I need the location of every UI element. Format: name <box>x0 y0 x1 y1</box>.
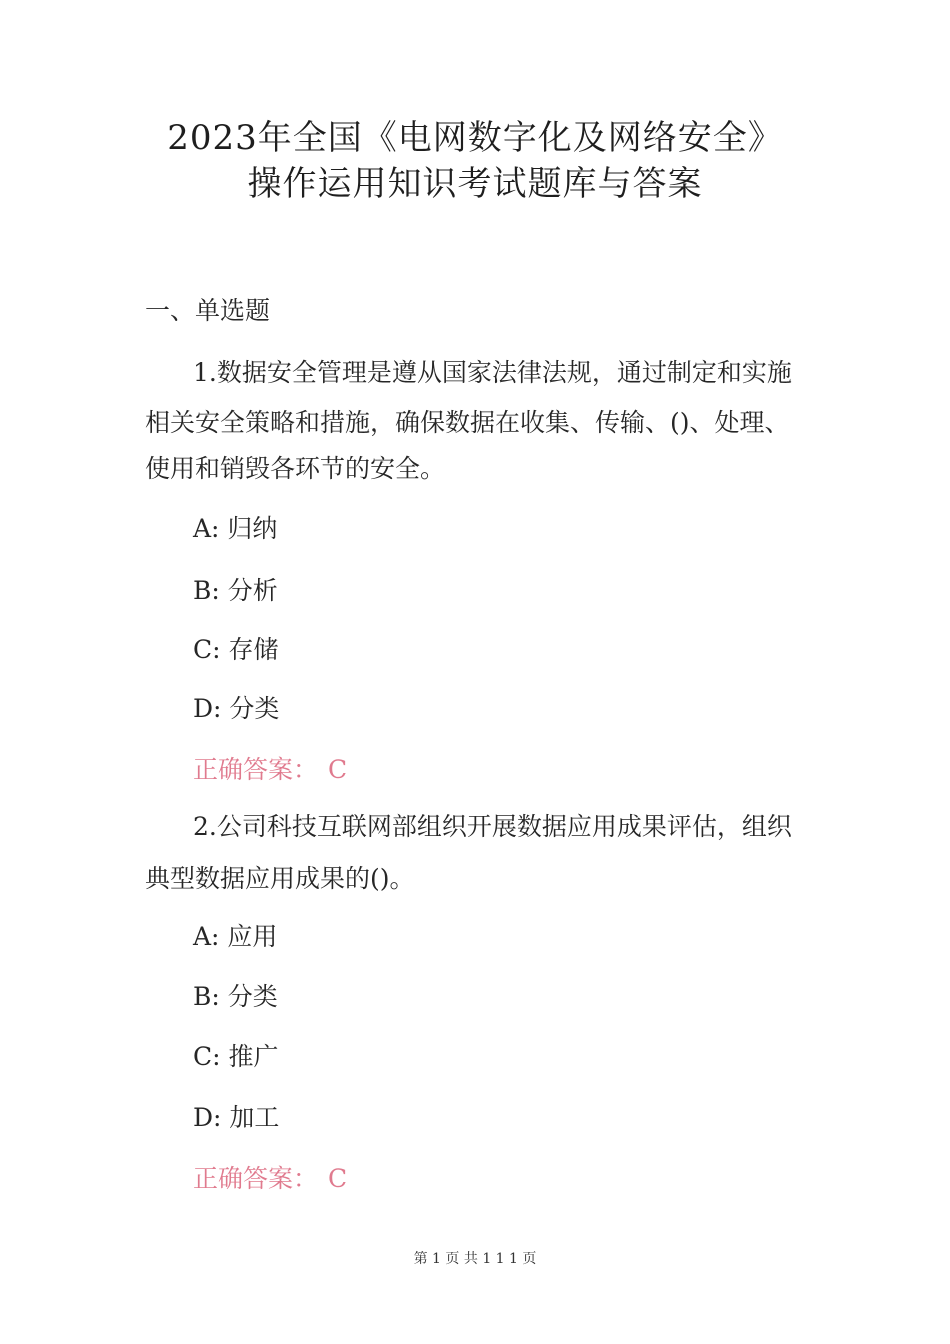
question-2-line-2: 典型数据应用成果的()。 <box>145 864 415 893</box>
question-2-option-a: A: 应用 <box>193 922 278 951</box>
question-1-line-2: 相关安全策略和措施，确保数据在收集、传输、()、处理、 <box>145 408 790 437</box>
question-1-option-c: C: 存储 <box>193 635 279 664</box>
question-1-line-3: 使用和销毁各环节的安全。 <box>145 454 446 483</box>
question-2-option-d: D: 加工 <box>193 1103 280 1132</box>
section-heading: 一、单选题 <box>145 296 271 325</box>
question-1-option-a: A: 归纳 <box>193 514 278 543</box>
question-2-answer <box>193 1164 347 1194</box>
answer-label: 正确答案： <box>193 755 319 784</box>
document-title-line-1: 2023年全国《电网数字化及网络安全》 <box>167 118 783 158</box>
question-1-line-1: 1.数据安全管理是遵从国家法律法规，通过制定和实施 <box>193 358 792 387</box>
question-2-line-1: 2.公司科技互联网部组织开展数据应用成果评估，组织 <box>193 812 792 841</box>
question-1-answer <box>193 755 347 785</box>
question-2-option-b: B: 分类 <box>193 982 278 1011</box>
question-1-option-b: B: 分析 <box>193 576 278 605</box>
page-footer: 第 1 页 共 1 1 1 页 <box>413 1251 537 1267</box>
answer-value: C <box>328 1164 348 1193</box>
question-2-option-c: C: 推广 <box>193 1042 279 1071</box>
document-title-line-2: 操作运用知识考试题库与答案 <box>247 164 703 204</box>
question-1-option-d: D: 分类 <box>193 694 280 723</box>
answer-label: 正确答案： <box>193 1164 319 1193</box>
answer-value: C <box>328 755 348 784</box>
